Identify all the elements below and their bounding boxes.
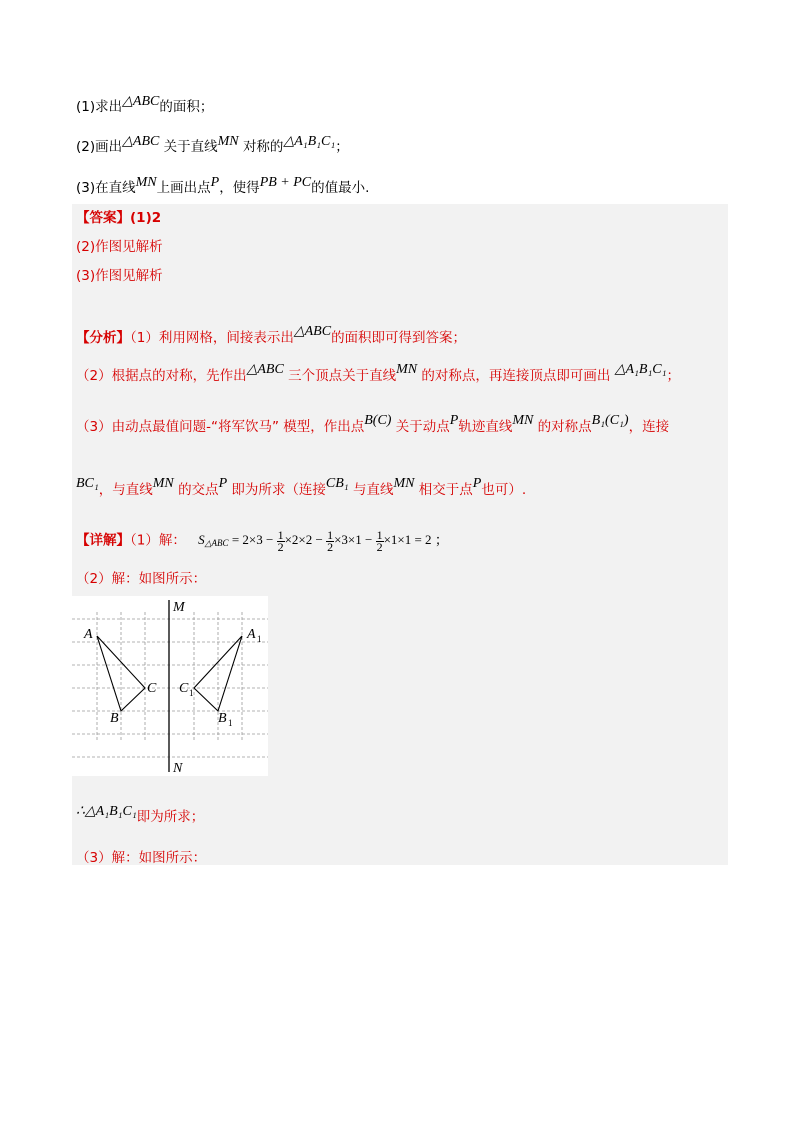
expression-pb-pc: PB + PC <box>259 175 312 190</box>
question-3: (3)在直线MN上画出点P，使得PB + PC的值最小. <box>76 175 370 196</box>
label-a1: A <box>247 627 256 642</box>
detail-line-1: 【详解】（1）解： $S_{\triangle ABC} = 2\times 3$ − $\frac{1}{2}$ ×2×2 − $\frac{1}{2}$ ×3×1 − $\frac{1}{2}$ ×1×1 = 2 ； <box>76 528 449 554</box>
dashed-grid <box>72 612 268 757</box>
label-m: M <box>173 600 185 615</box>
question-1: (1)求出△ABC的面积； <box>76 94 214 115</box>
detail-line-3: （3）解：如图所示： <box>76 850 207 866</box>
area-formula: $S_{\triangle ABC} = 2\times 3$ − $\frac{1}{2}$ ×2×2 − $\frac{1}{2}$ ×3×1 − $\frac{1}{2}$ ×1×1 = 2 <box>198 528 432 554</box>
grid-diagram <box>72 596 268 776</box>
triangle-abc: △ABC <box>122 134 160 149</box>
label-c1: C <box>179 681 189 696</box>
label-c: C <box>147 681 157 696</box>
label-a: A <box>84 627 93 642</box>
label-c1-sub: 1 <box>189 688 194 698</box>
label-n: N <box>173 761 183 776</box>
reflection-figure <box>72 596 268 776</box>
triangle-abc: △ABC <box>122 94 160 109</box>
analysis-line-4: BC₁，与直线MN 的交点P 即为所求（连接CB₁ 与直线MN 相交于点P也可）. <box>76 476 527 498</box>
detail-line-2: （2）解：如图所示： <box>76 571 207 587</box>
label-b1: B <box>218 711 227 726</box>
point-p: P <box>210 175 220 190</box>
label-a1-sub: 1 <box>257 634 262 644</box>
answer-line-1: 【答案】(1)2 <box>76 210 162 226</box>
label-b: B <box>110 711 119 726</box>
answer-line-3: (3)作图见解析 <box>76 268 163 284</box>
triangle-a1b1c1: △A₁B₁C₁ <box>283 134 336 149</box>
analysis-line-3: （3）由动点最值问题-“将军饮马” 模型，作出点B(C) 关于动点P轨迹直线MN 的对称点B₁(C₁)，连接 <box>76 413 670 435</box>
line-mn: MN <box>135 175 157 190</box>
conclusion-line: ∴△A₁B₁C₁即为所求； <box>76 804 205 825</box>
line-mn: MN <box>217 134 239 149</box>
label-b1-sub: 1 <box>228 718 233 728</box>
analysis-line-2: （2）根据点的对称，先作出△ABC 三个顶点关于直线MN 的对称点，再连接顶点即可画出 △A₁B₁C₁； <box>76 362 681 384</box>
answer-line-2: (2)作图见解析 <box>76 239 163 255</box>
analysis-line-1: 【分析】（1）利用网格，间接表示出△ABC的面积即可得到答案； <box>76 324 467 346</box>
question-2: (2)画出△ABC 关于直线MN 对称的△A₁B₁C₁； <box>76 134 349 155</box>
